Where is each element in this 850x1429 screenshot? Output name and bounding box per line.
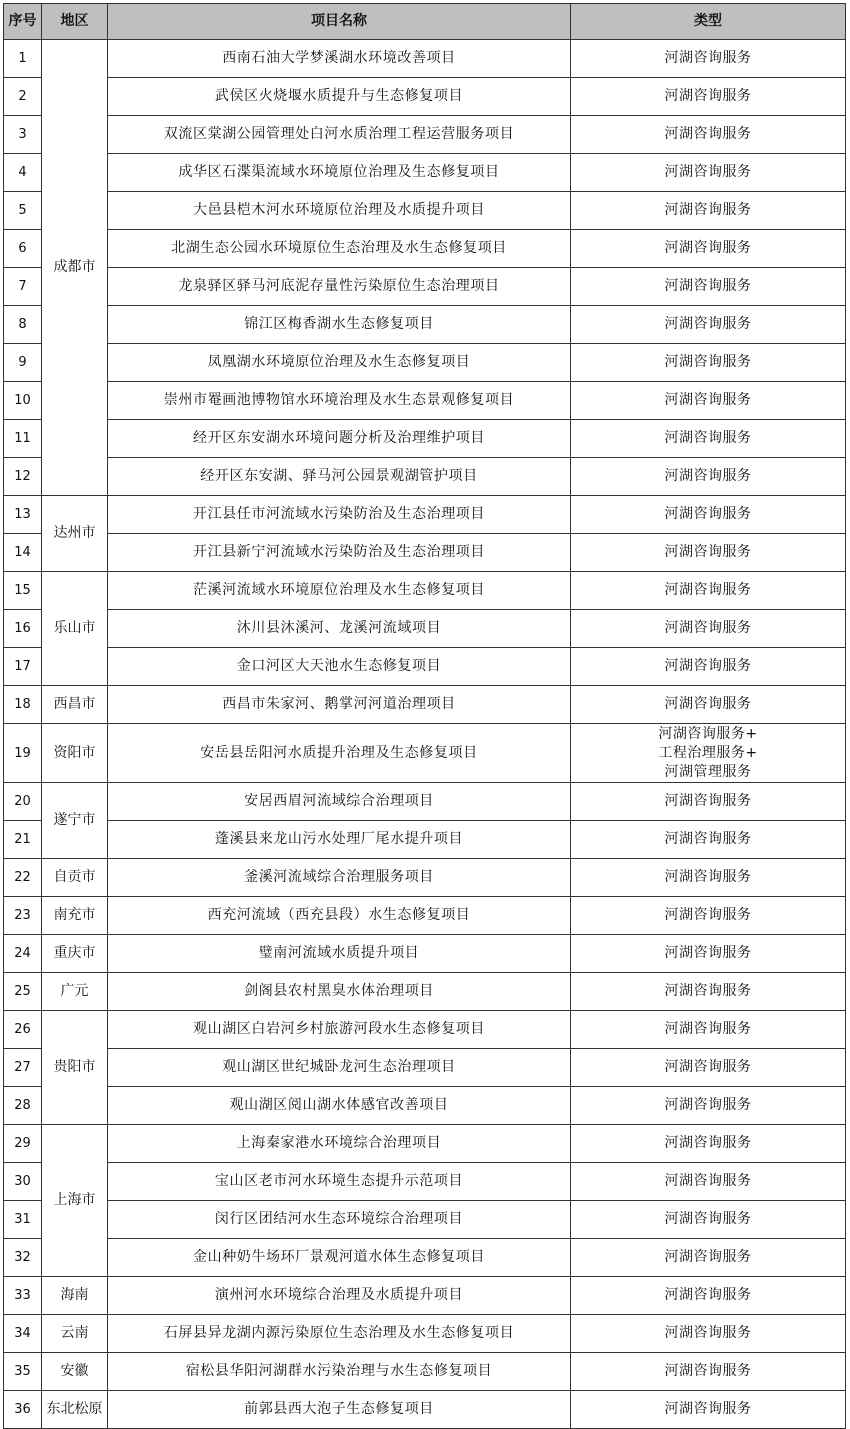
table-row — [4, 1087, 846, 1125]
cell-no: 21 — [4, 821, 42, 859]
table-row — [4, 534, 846, 572]
cell-type — [571, 1011, 846, 1049]
cell-project-name: 双流区棠湖公园管理处白河水质治理工程运营服务项目 — [108, 116, 571, 154]
type-line: 河湖咨询服务 — [664, 544, 752, 560]
table-row — [4, 897, 846, 935]
type-line: 河湖咨询服务 — [664, 316, 752, 332]
table-row — [4, 192, 846, 230]
table-row — [4, 1125, 846, 1163]
cell-project-name: 西南石油大学梦溪湖水环境改善项目 — [108, 40, 571, 78]
table-body — [4, 40, 846, 1429]
cell-project-name: 武侯区火烧堰水质提升与生态修复项目 — [108, 78, 571, 116]
cell-region: 资阳市 — [42, 724, 108, 783]
cell-no: 32 — [4, 1239, 42, 1277]
cell-project-name: 安居西眉河流域综合治理项目 — [108, 783, 571, 821]
type-line: 河湖咨询服务 — [664, 907, 752, 923]
cell-project-name: 经开区东安湖水环境问题分析及治理维护项目 — [108, 420, 571, 458]
header-type: 类型 — [571, 4, 846, 40]
cell-type — [571, 382, 846, 420]
cell-project-name: 闵行区团结河水生态环境综合治理项目 — [108, 1201, 571, 1239]
type-line: 河湖咨询服务 — [664, 164, 752, 180]
cell-region: 成都市 — [42, 40, 108, 496]
cell-region: 南充市 — [42, 897, 108, 935]
cell-project-name: 金山种奶牛场环厂景观河道水体生态修复项目 — [108, 1239, 571, 1277]
type-line: 河湖咨询服务 — [664, 620, 752, 636]
cell-no: 20 — [4, 783, 42, 821]
cell-no: 4 — [4, 154, 42, 192]
cell-project-name: 崇州市罨画池博物馆水环境治理及水生态景观修复项目 — [108, 382, 571, 420]
cell-type — [571, 154, 846, 192]
cell-no: 3 — [4, 116, 42, 154]
table-row — [4, 935, 846, 973]
cell-type — [571, 306, 846, 344]
table-row — [4, 1277, 846, 1315]
header-row — [4, 4, 846, 40]
table-row — [4, 973, 846, 1011]
cell-no: 25 — [4, 973, 42, 1011]
cell-region: 安徽 — [42, 1353, 108, 1391]
cell-project-name: 凤凰湖水环境原位治理及水生态修复项目 — [108, 344, 571, 382]
cell-type — [571, 1163, 846, 1201]
cell-no: 22 — [4, 859, 42, 897]
type-line: 河湖咨询服务+ — [658, 725, 758, 742]
cell-project-name: 西昌市朱家河、鹅掌河河道治理项目 — [108, 686, 571, 724]
cell-no: 26 — [4, 1011, 42, 1049]
cell-no: 7 — [4, 268, 42, 306]
cell-type — [571, 935, 846, 973]
cell-type — [571, 1315, 846, 1353]
cell-type — [571, 610, 846, 648]
table-row — [4, 1201, 846, 1239]
type-line: 河湖咨询服务 — [664, 278, 752, 294]
cell-no: 23 — [4, 897, 42, 935]
cell-region: 云南 — [42, 1315, 108, 1353]
table-row — [4, 610, 846, 648]
type-line: 河湖咨询服务 — [664, 1249, 752, 1265]
header-name: 项目名称 — [108, 4, 571, 40]
cell-project-name: 茫溪河流域水环境原位治理及水生态修复项目 — [108, 572, 571, 610]
table-row — [4, 382, 846, 420]
type-line: 工程治理服务+ — [658, 744, 758, 761]
type-line: 河湖咨询服务 — [664, 582, 752, 598]
cell-type — [571, 1239, 846, 1277]
table-row — [4, 268, 846, 306]
type-line: 河湖咨询服务 — [664, 696, 752, 712]
cell-project-name: 演州河水环境综合治理及水质提升项目 — [108, 1277, 571, 1315]
cell-project-name: 观山湖区阅山湖水体感官改善项目 — [108, 1087, 571, 1125]
type-line: 河湖咨询服务 — [664, 658, 752, 674]
cell-project-name: 观山湖区世纪城卧龙河生态治理项目 — [108, 1049, 571, 1087]
table-row — [4, 724, 846, 783]
cell-type — [571, 1049, 846, 1087]
table-row — [4, 116, 846, 154]
type-line: 河湖咨询服务 — [664, 1173, 752, 1189]
type-line: 河湖咨询服务 — [664, 126, 752, 142]
cell-project-name: 观山湖区白岩河乡村旅游河段水生态修复项目 — [108, 1011, 571, 1049]
cell-type — [571, 783, 846, 821]
cell-no: 13 — [4, 496, 42, 534]
table-row — [4, 1049, 846, 1087]
type-line: 河湖咨询服务 — [664, 354, 752, 370]
cell-no: 17 — [4, 648, 42, 686]
cell-region: 广元 — [42, 973, 108, 1011]
cell-project-name: 北湖生态公园水环境原位生态治理及水生态修复项目 — [108, 230, 571, 268]
cell-no: 30 — [4, 1163, 42, 1201]
table-row — [4, 420, 846, 458]
cell-project-name: 安岳县岳阳河水质提升治理及生态修复项目 — [108, 724, 571, 783]
type-line: 河湖咨询服务 — [664, 430, 752, 446]
cell-type — [571, 192, 846, 230]
cell-project-name: 上海秦家港水环境综合治理项目 — [108, 1125, 571, 1163]
cell-project-name: 开江县任市河流域水污染防治及生态治理项目 — [108, 496, 571, 534]
table-row — [4, 686, 846, 724]
cell-region: 海南 — [42, 1277, 108, 1315]
cell-no: 12 — [4, 458, 42, 496]
cell-project-name: 大邑县桤木河水环境原位治理及水质提升项目 — [108, 192, 571, 230]
cell-type — [571, 1277, 846, 1315]
table-row — [4, 306, 846, 344]
cell-region: 乐山市 — [42, 572, 108, 686]
table-row — [4, 572, 846, 610]
cell-type — [571, 648, 846, 686]
cell-project-name: 前郭县西大泡子生态修复项目 — [108, 1391, 571, 1429]
cell-type — [571, 1087, 846, 1125]
cell-project-name: 锦江区梅香湖水生态修复项目 — [108, 306, 571, 344]
cell-type — [571, 496, 846, 534]
type-line: 河湖咨询服务 — [664, 793, 752, 809]
cell-project-name: 宝山区老市河水环境生态提升示范项目 — [108, 1163, 571, 1201]
type-line: 河湖咨询服务 — [664, 1059, 752, 1075]
header-no: 序号 — [4, 4, 42, 40]
cell-no: 36 — [4, 1391, 42, 1429]
table-row — [4, 458, 846, 496]
cell-project-name: 石屏县异龙湖内源污染原位生态治理及水生态修复项目 — [108, 1315, 571, 1353]
table-row — [4, 154, 846, 192]
cell-region: 达州市 — [42, 496, 108, 572]
cell-type — [571, 572, 846, 610]
cell-no: 35 — [4, 1353, 42, 1391]
table-row — [4, 859, 846, 897]
cell-no: 11 — [4, 420, 42, 458]
type-line: 河湖咨询服务 — [664, 1021, 752, 1037]
cell-no: 16 — [4, 610, 42, 648]
cell-region: 重庆市 — [42, 935, 108, 973]
cell-project-name: 剑阁县农村黑臭水体治理项目 — [108, 973, 571, 1011]
type-line: 河湖咨询服务 — [664, 1211, 752, 1227]
table-row — [4, 230, 846, 268]
table-row — [4, 1239, 846, 1277]
type-line: 河湖咨询服务 — [664, 983, 752, 999]
type-line: 河湖咨询服务 — [664, 1135, 752, 1151]
type-line: 河湖咨询服务 — [664, 945, 752, 961]
cell-type — [571, 859, 846, 897]
cell-type — [571, 344, 846, 382]
cell-region: 贵阳市 — [42, 1011, 108, 1125]
type-line: 河湖咨询服务 — [664, 869, 752, 885]
cell-project-name: 璧南河流域水质提升项目 — [108, 935, 571, 973]
table-row — [4, 78, 846, 116]
cell-no: 33 — [4, 1277, 42, 1315]
cell-type — [571, 116, 846, 154]
cell-project-name: 成华区石渫渠流域水环境原位治理及生态修复项目 — [108, 154, 571, 192]
cell-no: 2 — [4, 78, 42, 116]
table-row — [4, 40, 846, 78]
cell-type — [571, 1125, 846, 1163]
type-line: 河湖咨询服务 — [664, 1325, 752, 1341]
cell-no: 27 — [4, 1049, 42, 1087]
project-table — [3, 3, 846, 1429]
cell-project-name: 沐川县沐溪河、龙溪河流域项目 — [108, 610, 571, 648]
type-line: 河湖咨询服务 — [664, 831, 752, 847]
type-line: 河湖咨询服务 — [664, 240, 752, 256]
cell-type — [571, 1201, 846, 1239]
cell-no: 31 — [4, 1201, 42, 1239]
cell-region: 上海市 — [42, 1125, 108, 1277]
cell-project-name: 宿松县华阳河湖群水污染治理与水生态修复项目 — [108, 1353, 571, 1391]
table-row — [4, 1163, 846, 1201]
cell-type — [571, 458, 846, 496]
type-line: 河湖咨询服务 — [664, 1401, 752, 1417]
cell-no: 29 — [4, 1125, 42, 1163]
cell-project-name: 蓬溪县来龙山污水处理厂尾水提升项目 — [108, 821, 571, 859]
table-row — [4, 496, 846, 534]
cell-no: 28 — [4, 1087, 42, 1125]
cell-no: 5 — [4, 192, 42, 230]
cell-no: 19 — [4, 724, 42, 783]
table-row — [4, 821, 846, 859]
table-row — [4, 648, 846, 686]
cell-project-name: 开江县新宁河流域水污染防治及生态治理项目 — [108, 534, 571, 572]
table-row — [4, 1391, 846, 1429]
cell-no: 6 — [4, 230, 42, 268]
header-region: 地区 — [42, 4, 108, 40]
table-row — [4, 1011, 846, 1049]
cell-no: 24 — [4, 935, 42, 973]
cell-project-name: 西充河流域（西充县段）水生态修复项目 — [108, 897, 571, 935]
cell-region: 遂宁市 — [42, 783, 108, 859]
cell-type — [571, 724, 846, 783]
cell-type — [571, 420, 846, 458]
cell-no: 9 — [4, 344, 42, 382]
cell-type — [571, 40, 846, 78]
table-row — [4, 1315, 846, 1353]
cell-no: 15 — [4, 572, 42, 610]
cell-no: 10 — [4, 382, 42, 420]
cell-type — [571, 897, 846, 935]
cell-project-name: 釜溪河流域综合治理服务项目 — [108, 859, 571, 897]
cell-no: 34 — [4, 1315, 42, 1353]
cell-type — [571, 268, 846, 306]
table-header — [4, 4, 846, 40]
cell-type — [571, 1391, 846, 1429]
type-line: 河湖咨询服务 — [664, 1287, 752, 1303]
cell-type — [571, 973, 846, 1011]
table-row — [4, 783, 846, 821]
type-line: 河湖咨询服务 — [664, 1363, 752, 1379]
cell-no: 14 — [4, 534, 42, 572]
cell-region: 西昌市 — [42, 686, 108, 724]
cell-type — [571, 1353, 846, 1391]
type-line: 河湖咨询服务 — [664, 88, 752, 104]
cell-type — [571, 78, 846, 116]
cell-region: 东北松原 — [42, 1391, 108, 1429]
table-row — [4, 1353, 846, 1391]
cell-type — [571, 230, 846, 268]
type-line: 河湖咨询服务 — [664, 506, 752, 522]
type-line: 河湖咨询服务 — [664, 202, 752, 218]
cell-project-name: 金口河区大天池水生态修复项目 — [108, 648, 571, 686]
cell-no: 18 — [4, 686, 42, 724]
type-line: 河湖咨询服务 — [664, 50, 752, 66]
cell-type — [571, 821, 846, 859]
cell-type — [571, 686, 846, 724]
cell-type — [571, 534, 846, 572]
type-line: 河湖管理服务 — [664, 763, 752, 780]
cell-no: 8 — [4, 306, 42, 344]
cell-region: 自贡市 — [42, 859, 108, 897]
cell-project-name: 经开区东安湖、驿马河公园景观湖管护项目 — [108, 458, 571, 496]
cell-project-name: 龙泉驿区驿马河底泥存量性污染原位生态治理项目 — [108, 268, 571, 306]
table-row — [4, 344, 846, 382]
type-line: 河湖咨询服务 — [664, 1097, 752, 1113]
cell-no: 1 — [4, 40, 42, 78]
type-line: 河湖咨询服务 — [664, 468, 752, 484]
type-line: 河湖咨询服务 — [664, 392, 752, 408]
